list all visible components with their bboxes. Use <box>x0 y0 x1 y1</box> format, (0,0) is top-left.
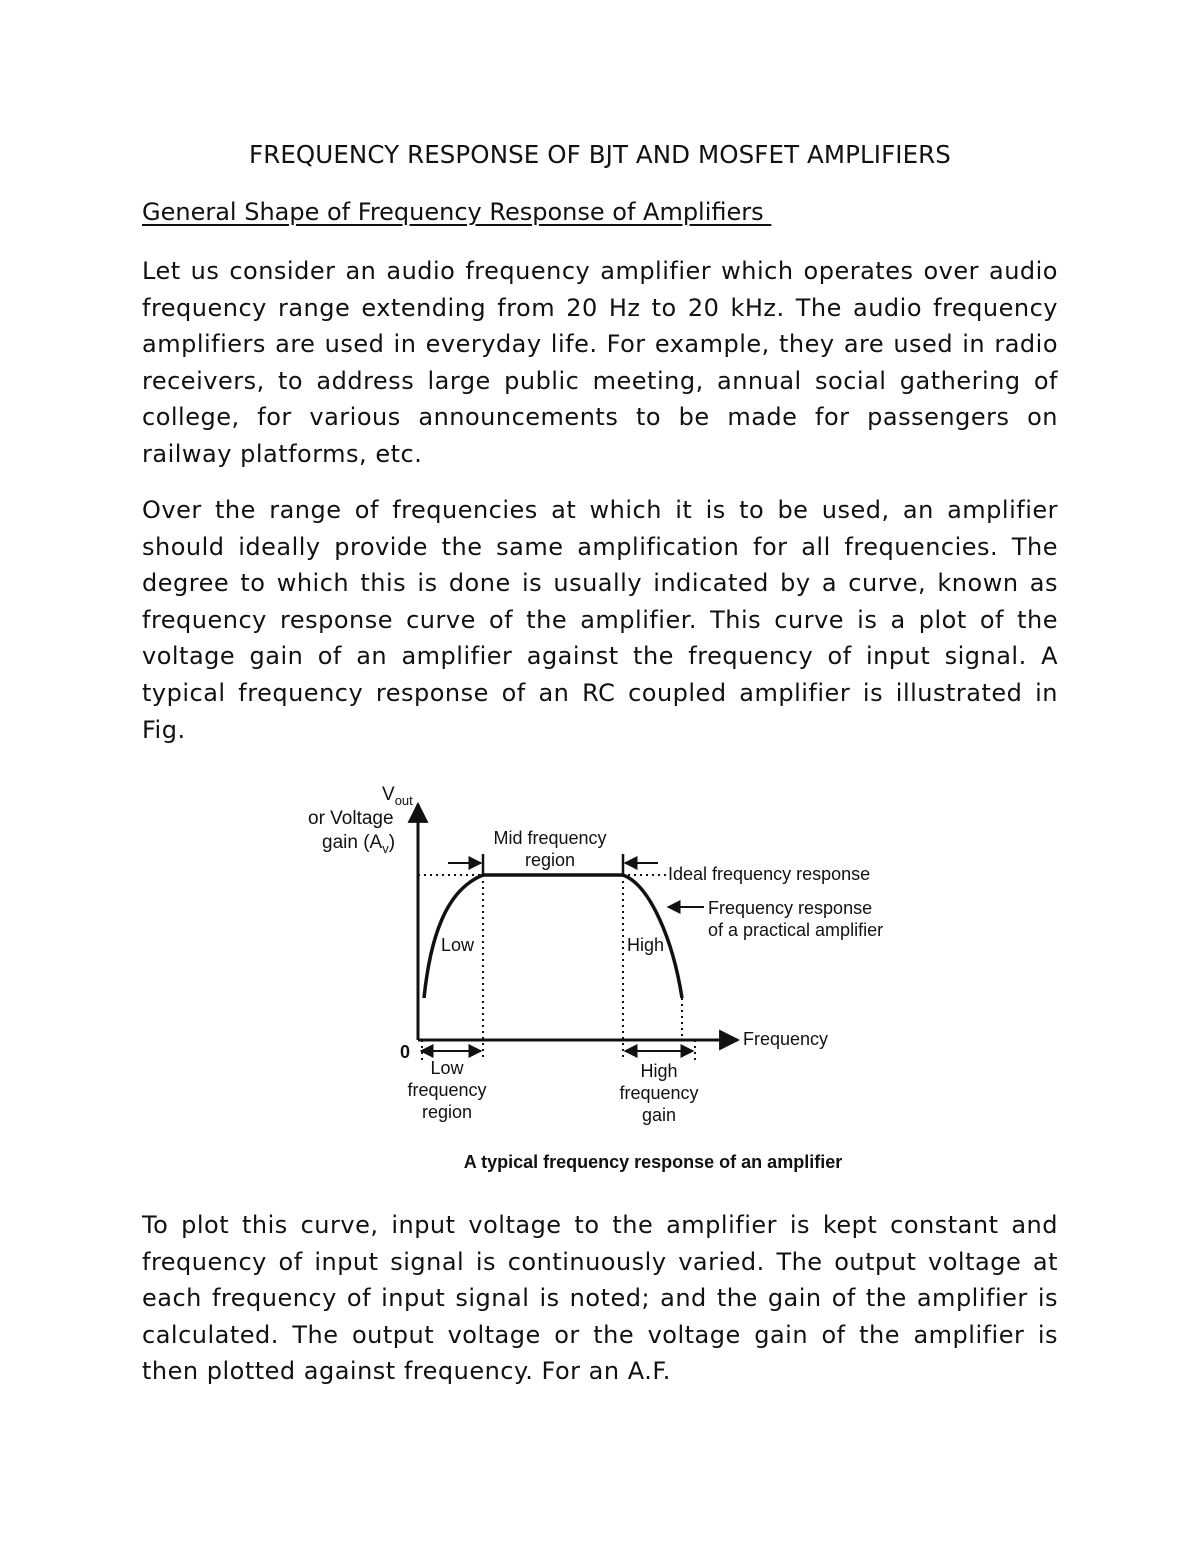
low-curve-label: Low <box>441 935 475 955</box>
x-axis-label: Frequency <box>743 1029 829 1049</box>
paragraph-plotting: To plot this curve, input voltage to the amplifier is kept constant and frequency of input signal is continuously varied. The output voltage at each frequency of input signal is noted; and the gain of the amplifier is calculated. The output voltage or the voltage gain of the amplifier is then plotted against frequency. For an A.F. <box>142 1211 1058 1386</box>
paragraph-ideal-amplification: Over the range of frequencies at which it is to be used, an amplifier should ideally provide the same amplification for all frequencies. The degree to which this is done is usually indicated by a curve, known as frequency response curve of the amplifier. This curve is a plot of the voltage gain of an amplifier against the frequency of input signal. A typical frequency response of an RC coupled amplifier is illustrated in Fig. <box>142 496 1058 744</box>
origin-label: 0 <box>400 1042 411 1062</box>
mid-region-label-line2: region <box>524 850 576 870</box>
y-axis-label-line2: or Voltage <box>308 808 394 829</box>
low-region-label: Low <box>430 1058 464 1078</box>
frequency-response-figure <box>300 770 900 1180</box>
high-region-label: High <box>640 1061 678 1081</box>
practical-response-label-line2: of a practical amplifier <box>708 920 884 940</box>
figure-caption: A typical frequency response of an amplifier <box>463 1152 843 1172</box>
page-title: FREQUENCY RESPONSE OF BJT AND MOSFET AMPLIFIERS <box>249 140 951 169</box>
high-region-label-line3: gain <box>641 1105 677 1125</box>
y-axis-label: $V_{out}$ <box>382 784 413 808</box>
section-heading: General Shape of Frequency Response of Amplifiers <box>142 198 772 226</box>
y-axis-label-line3: gain $(A_v)$ <box>322 832 396 856</box>
high-region-label-line2: frequency <box>619 1083 699 1103</box>
practical-response-label: Frequency response <box>708 898 873 918</box>
paragraph-intro: Let us consider an audio frequency amplifier which operates over audio frequency range extending from 20 Hz to 20 kHz. The audio frequency amplifiers are used in everyday life. For example, they are used in radio receivers, to address large public meeting, annual social gathering of college, for various announcements to be made for passengers on railway platforms, etc. <box>142 257 1058 468</box>
high-curve-label: High <box>627 935 665 955</box>
mid-region-label: Mid frequency <box>493 828 607 848</box>
ideal-response-label: Ideal frequency response <box>668 864 871 884</box>
low-region-label-line2: frequency <box>407 1080 487 1100</box>
low-region-label-line3: region <box>421 1102 473 1122</box>
